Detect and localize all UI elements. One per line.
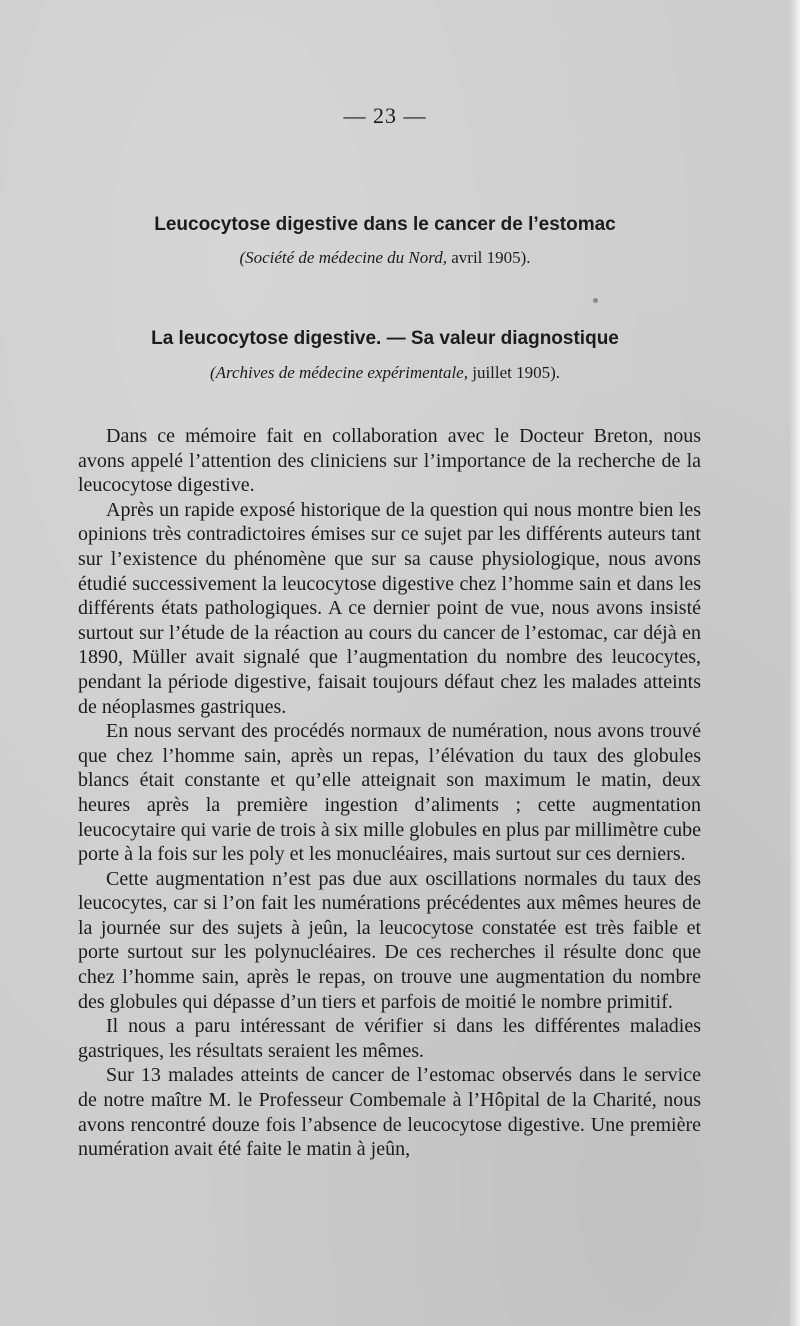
paragraph: Cette augmentation n’est pas due aux oscillations normales du taux des leucocytes, car si l’on fait les numérations précédentes aux mêmes heures de la journée sur des sujets à jeûn, la leucocytose constatée est très faible et porte surtout sur les polynucléaires. De ces recherches il résulte donc que chez l’homme sain, après le repas, on trouve une augmentation du nombre des globules qui dépasse d’un tiers et parfois de moitié le nombre primitif. bbox=[78, 867, 701, 1013]
section-title-1: Leucocytose digestive dans le cancer de l’estomac bbox=[154, 214, 616, 235]
paragraph: Après un rapide exposé historique de la question qui nous montre bien les opinions très contradictoires émises sur ce sujet par les différents auteurs tant sur l’existence du phénomène que sur sa cause physiologique, nous avons étudié successivement la leucocytose digestive chez l’homme sain et dans les différents états pathologiques. A ce dernier point de vue, nous avons insisté surtout sur l’étude de la réaction au cours du cancer de l’estomac, car déjà en 1890, Müller avait signalé que l’augmentation du nombre des leucocytes, pendant la période digestive, faisait toujours défaut chez les malades atteints de néoplasmes gastriques. bbox=[78, 498, 701, 718]
citation-date-1: avril 1905). bbox=[446, 248, 531, 267]
citation-journal-1: (Société de médecine du Nord, bbox=[239, 248, 447, 267]
paragraph: En nous servant des procédés normaux de numération, nous avons trouvé que chez l’homme sain, après un repas, l’élévation du taux des globules blancs était constante et qu’elle atteignait son maximum le matin, deux heures après la première ingestion d’aliments ; cette augmentation leucocytaire qui varie de trois à six mille globules en plus par millimètre cube porte à la fois sur les poly et les monucléaires, mais surtout sur ces derniers. bbox=[78, 720, 701, 866]
section-title-2: La leucocytose digestive. — Sa valeur diagnostique bbox=[151, 328, 619, 349]
body-text bbox=[78, 424, 701, 1162]
section-citation-2 bbox=[0, 363, 770, 383]
ink-speck bbox=[593, 298, 598, 303]
paragraph: Il nous a paru intéressant de vérifier si dans les différentes maladies gastriques, les résultats seraient les mêmes. bbox=[78, 1015, 701, 1062]
citation-date-2: juillet 1905). bbox=[467, 363, 561, 382]
paragraph: Sur 13 malades atteints de cancer de l’estomac observés dans le service de notre maître M. le Professeur Combemale à l’Hôpital de la Charité, nous avons rencontré douze fois l’absence de leucocytose digestive. Une première numération avait été faite le matin à jeûn, bbox=[78, 1064, 701, 1161]
page-number: — 23 — bbox=[343, 103, 427, 128]
section-citation-1 bbox=[0, 248, 770, 268]
page-edge bbox=[790, 0, 800, 1326]
citation-journal-2: (Archives de médecine expérimentale, bbox=[209, 363, 468, 382]
paragraph: Dans ce mémoire fait en collaboration avec le Docteur Breton, nous avons appelé l’attention des cliniciens sur l’importance de la recherche de la leucocytose digestive. bbox=[78, 425, 701, 497]
